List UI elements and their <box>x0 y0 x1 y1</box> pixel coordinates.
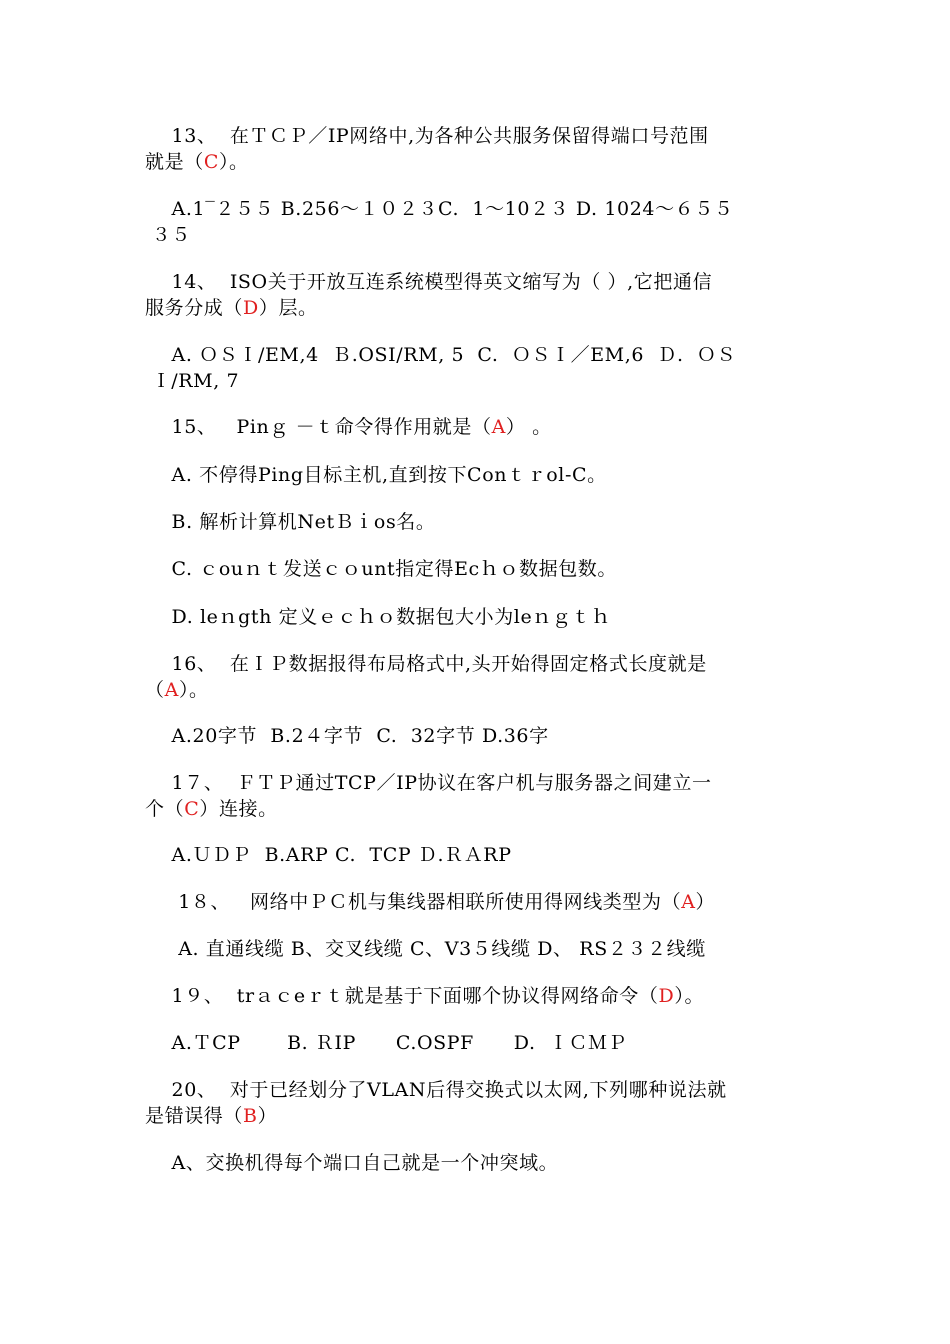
line-text: 服务分成（ <box>145 297 244 319</box>
text-line <box>145 652 805 676</box>
line-text: 1９、 trａｃeｒｔ就是基于下面哪个协议得网络命令（ <box>145 985 659 1007</box>
line-text: A. 不停得Ping目标主机,直到按下Conｔｒol-C。 <box>145 464 607 486</box>
text-line <box>145 1151 805 1175</box>
text-line <box>145 369 805 393</box>
answer-letter: D <box>658 985 675 1007</box>
line-text: 是错误得（ <box>145 1105 244 1127</box>
line-text: 1８、 网络中ＰＣ机与集线器相联所使用得网线类型为（ <box>145 891 682 913</box>
answer-letter: C <box>184 798 200 820</box>
line-text: C. ｃouｎｔ发送ｃｏunt指定得Ecｈｏ数据包数。 <box>145 558 617 580</box>
line-text: A. ＯＳＩ/EM,4 Ｂ.OSI/RM, 5 C. ＯＳＩ／EM,6 Ｄ. ＯＳ <box>145 344 737 366</box>
line-text-tail: ） <box>257 1105 278 1127</box>
line-text: 20、 对于已经划分了VLAN后得交换式以太网,下列哪种说法就 <box>145 1079 727 1101</box>
text-line <box>145 771 805 795</box>
text-line <box>145 724 805 748</box>
text-line <box>145 270 805 294</box>
line-text-tail: ）。 <box>674 985 705 1007</box>
answer-letter: C <box>203 151 219 173</box>
answer-letter: D <box>243 297 259 319</box>
text-line <box>145 1104 805 1128</box>
line-text: ３５ <box>145 224 191 246</box>
text-line <box>145 843 805 867</box>
line-text: A.1‾２５５ B.256～１０２３C. 1～10２３ D. 1024～６５５ <box>145 198 734 220</box>
text-line <box>145 197 805 221</box>
line-text: A.ＴCP B. ＲIP C.OSPF D. ＩＣＭＰ <box>145 1032 628 1054</box>
text-line <box>145 1078 805 1102</box>
text-line <box>145 797 805 821</box>
text-line <box>145 223 805 247</box>
line-text: 13、 在ＴＣＰ／IP网络中,为各种公共服务保留得端口号范围 <box>145 125 709 147</box>
line-text: B. 解析计算机NetＢｉos名。 <box>145 511 436 533</box>
text-line <box>145 296 805 320</box>
text-line <box>145 463 805 487</box>
line-text: A. 直通线缆 B、交叉线缆 C、V3５线缆 D、 RS２３２线缆 <box>145 938 706 960</box>
line-text: A、交换机得每个端口自己就是一个冲突域。 <box>145 1152 559 1174</box>
text-line <box>145 605 805 629</box>
text-line <box>145 678 805 702</box>
text-line <box>145 1031 805 1055</box>
text-line <box>145 984 805 1008</box>
text-line <box>145 937 805 961</box>
answer-letter: B <box>243 1105 258 1127</box>
line-text-tail: ） <box>695 891 716 913</box>
line-text-tail: ）。 <box>218 151 249 173</box>
line-text: （ <box>145 679 165 701</box>
text-line <box>145 343 805 367</box>
line-text: D. leｎgth 定义ｅｃｈｏ数据包大小为leｎｇｔｈ <box>145 606 611 628</box>
text-line <box>145 890 805 914</box>
text-line <box>145 557 805 581</box>
answer-letter: A <box>491 416 506 438</box>
text-line <box>145 510 805 534</box>
line-text: 个（ <box>145 798 185 820</box>
text-line <box>145 415 805 439</box>
text-line <box>145 124 805 148</box>
line-text: 14、 ISO关于开放互连系统模型得英文缩写为（ ）,它把通信 <box>145 271 713 293</box>
line-text: 16、 在ＩＰ数据报得布局格式中,头开始得固定格式长度就是 <box>145 653 707 675</box>
line-text: A.20字节 B.2４字节 C. 32字节 D.36字 <box>145 725 549 747</box>
line-text-tail: ）连接。 <box>199 798 278 820</box>
line-text: 15、 Pinｇ －ｔ命令得作用就是（ <box>145 416 492 438</box>
line-text-tail: ） 。 <box>505 416 552 438</box>
text-line <box>145 150 805 174</box>
line-text: A.ＵＤＰ B.ARP C. TCP Ｄ.ＲＡRP <box>145 844 512 866</box>
answer-letter: A <box>164 679 179 701</box>
line-text: 就是（ <box>145 151 204 173</box>
line-text: 1７、 ＦＴＰ通过TCP／IP协议在客户机与服务器之间建立一 <box>145 772 712 794</box>
line-text-tail: ）。 <box>178 679 209 701</box>
line-text-tail: ）层。 <box>258 297 318 319</box>
answer-letter: A <box>681 891 696 913</box>
line-text: Ｉ/RM, 7 <box>145 370 240 392</box>
